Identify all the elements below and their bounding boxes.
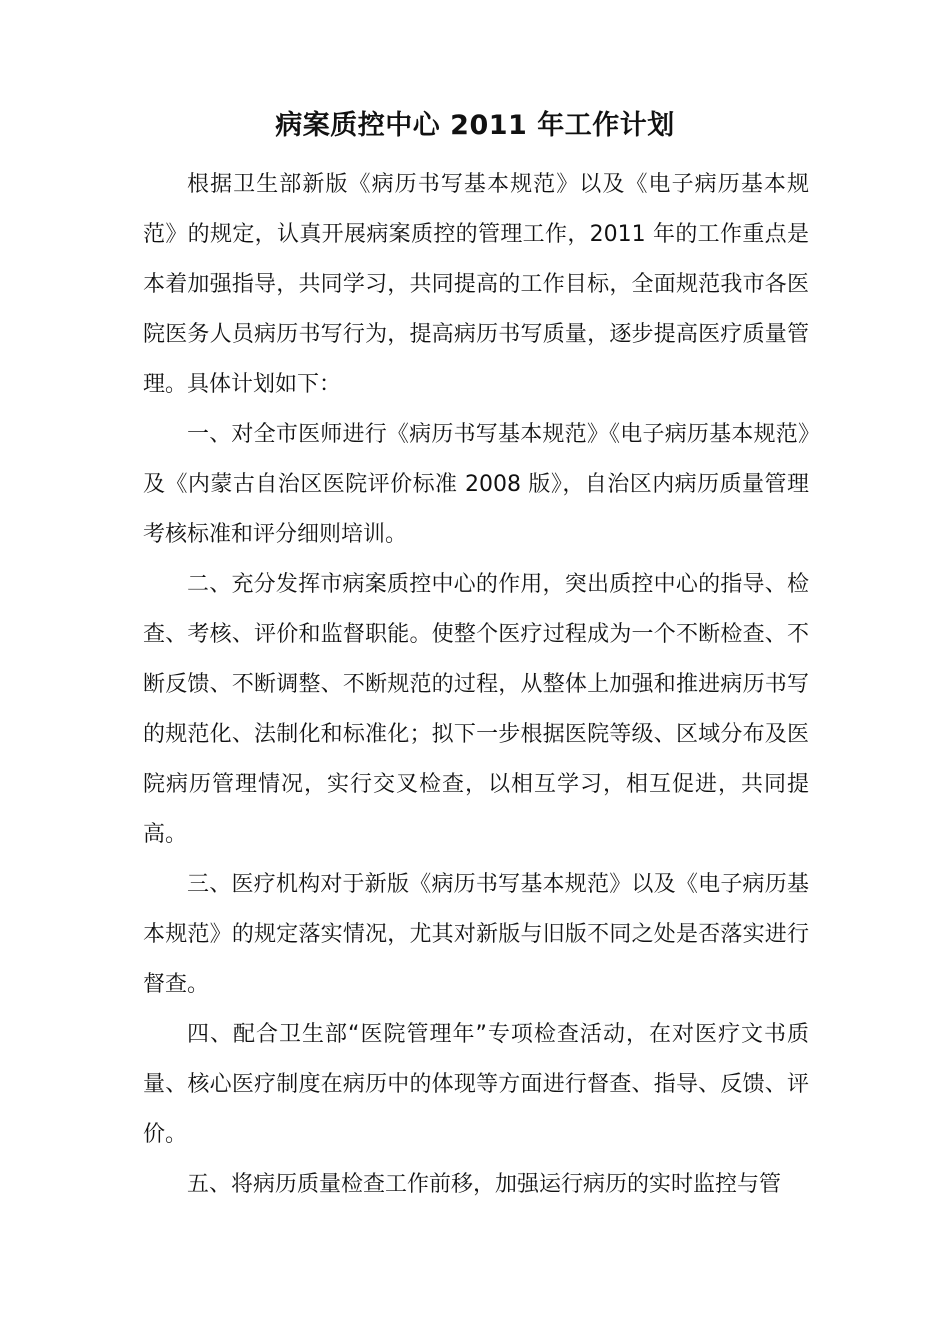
paragraph-item-1: 一、对全市医师进行《病历书写基本规范》《电子病历基本规范》及《内蒙古自治区医院评价标准 2008 版》，自治区内病历质量管理考核标准和评分细则培训。: [143, 422, 809, 547]
document-title: 病案质控中心 2011 年工作计划: [275, 110, 675, 141]
paragraph-item-2: 二、充分发挥市病案质控中心的作用，突出质控中心的指导、检查、考核、评价和监督职能。使整个医疗过程成为一个不断检查、不断反馈、不断调整、不断规范的过程，从整体上加强和推进病历书写的规范化、法制化和标准化；拟下一步根据医院等级、区域分布及医院病历管理情况，实行交叉检查，以相互学习，相互促进，共同提高。: [143, 572, 809, 847]
paragraph-item-5: 五、将病历质量检查工作前移，加强运行病历的实时监控与管: [187, 1172, 782, 1197]
document-body: [143, 160, 809, 1210]
paragraph-item-4: 四、配合卫生部“医院管理年”专项检查活动，在对医疗文书质量、核心医疗制度在病历中的体现等方面进行督查、指导、反馈、评价。: [143, 1022, 809, 1147]
paragraph-item-3: 三、医疗机构对于新版《病历书写基本规范》以及《电子病历基本规范》的规定落实情况，尤其对新版与旧版不同之处是否落实进行督查。: [143, 872, 809, 997]
paragraph-intro: 根据卫生部新版《病历书写基本规范》以及《电子病历基本规范》的规定，认真开展病案质控的管理工作，2011 年的工作重点是本着加强指导，共同学习，共同提高的工作目标，全面规范我市各医院医务人员病历书写行为，提高病历书写质量，逐步提高医疗质量管理。具体计划如下：: [143, 172, 809, 397]
